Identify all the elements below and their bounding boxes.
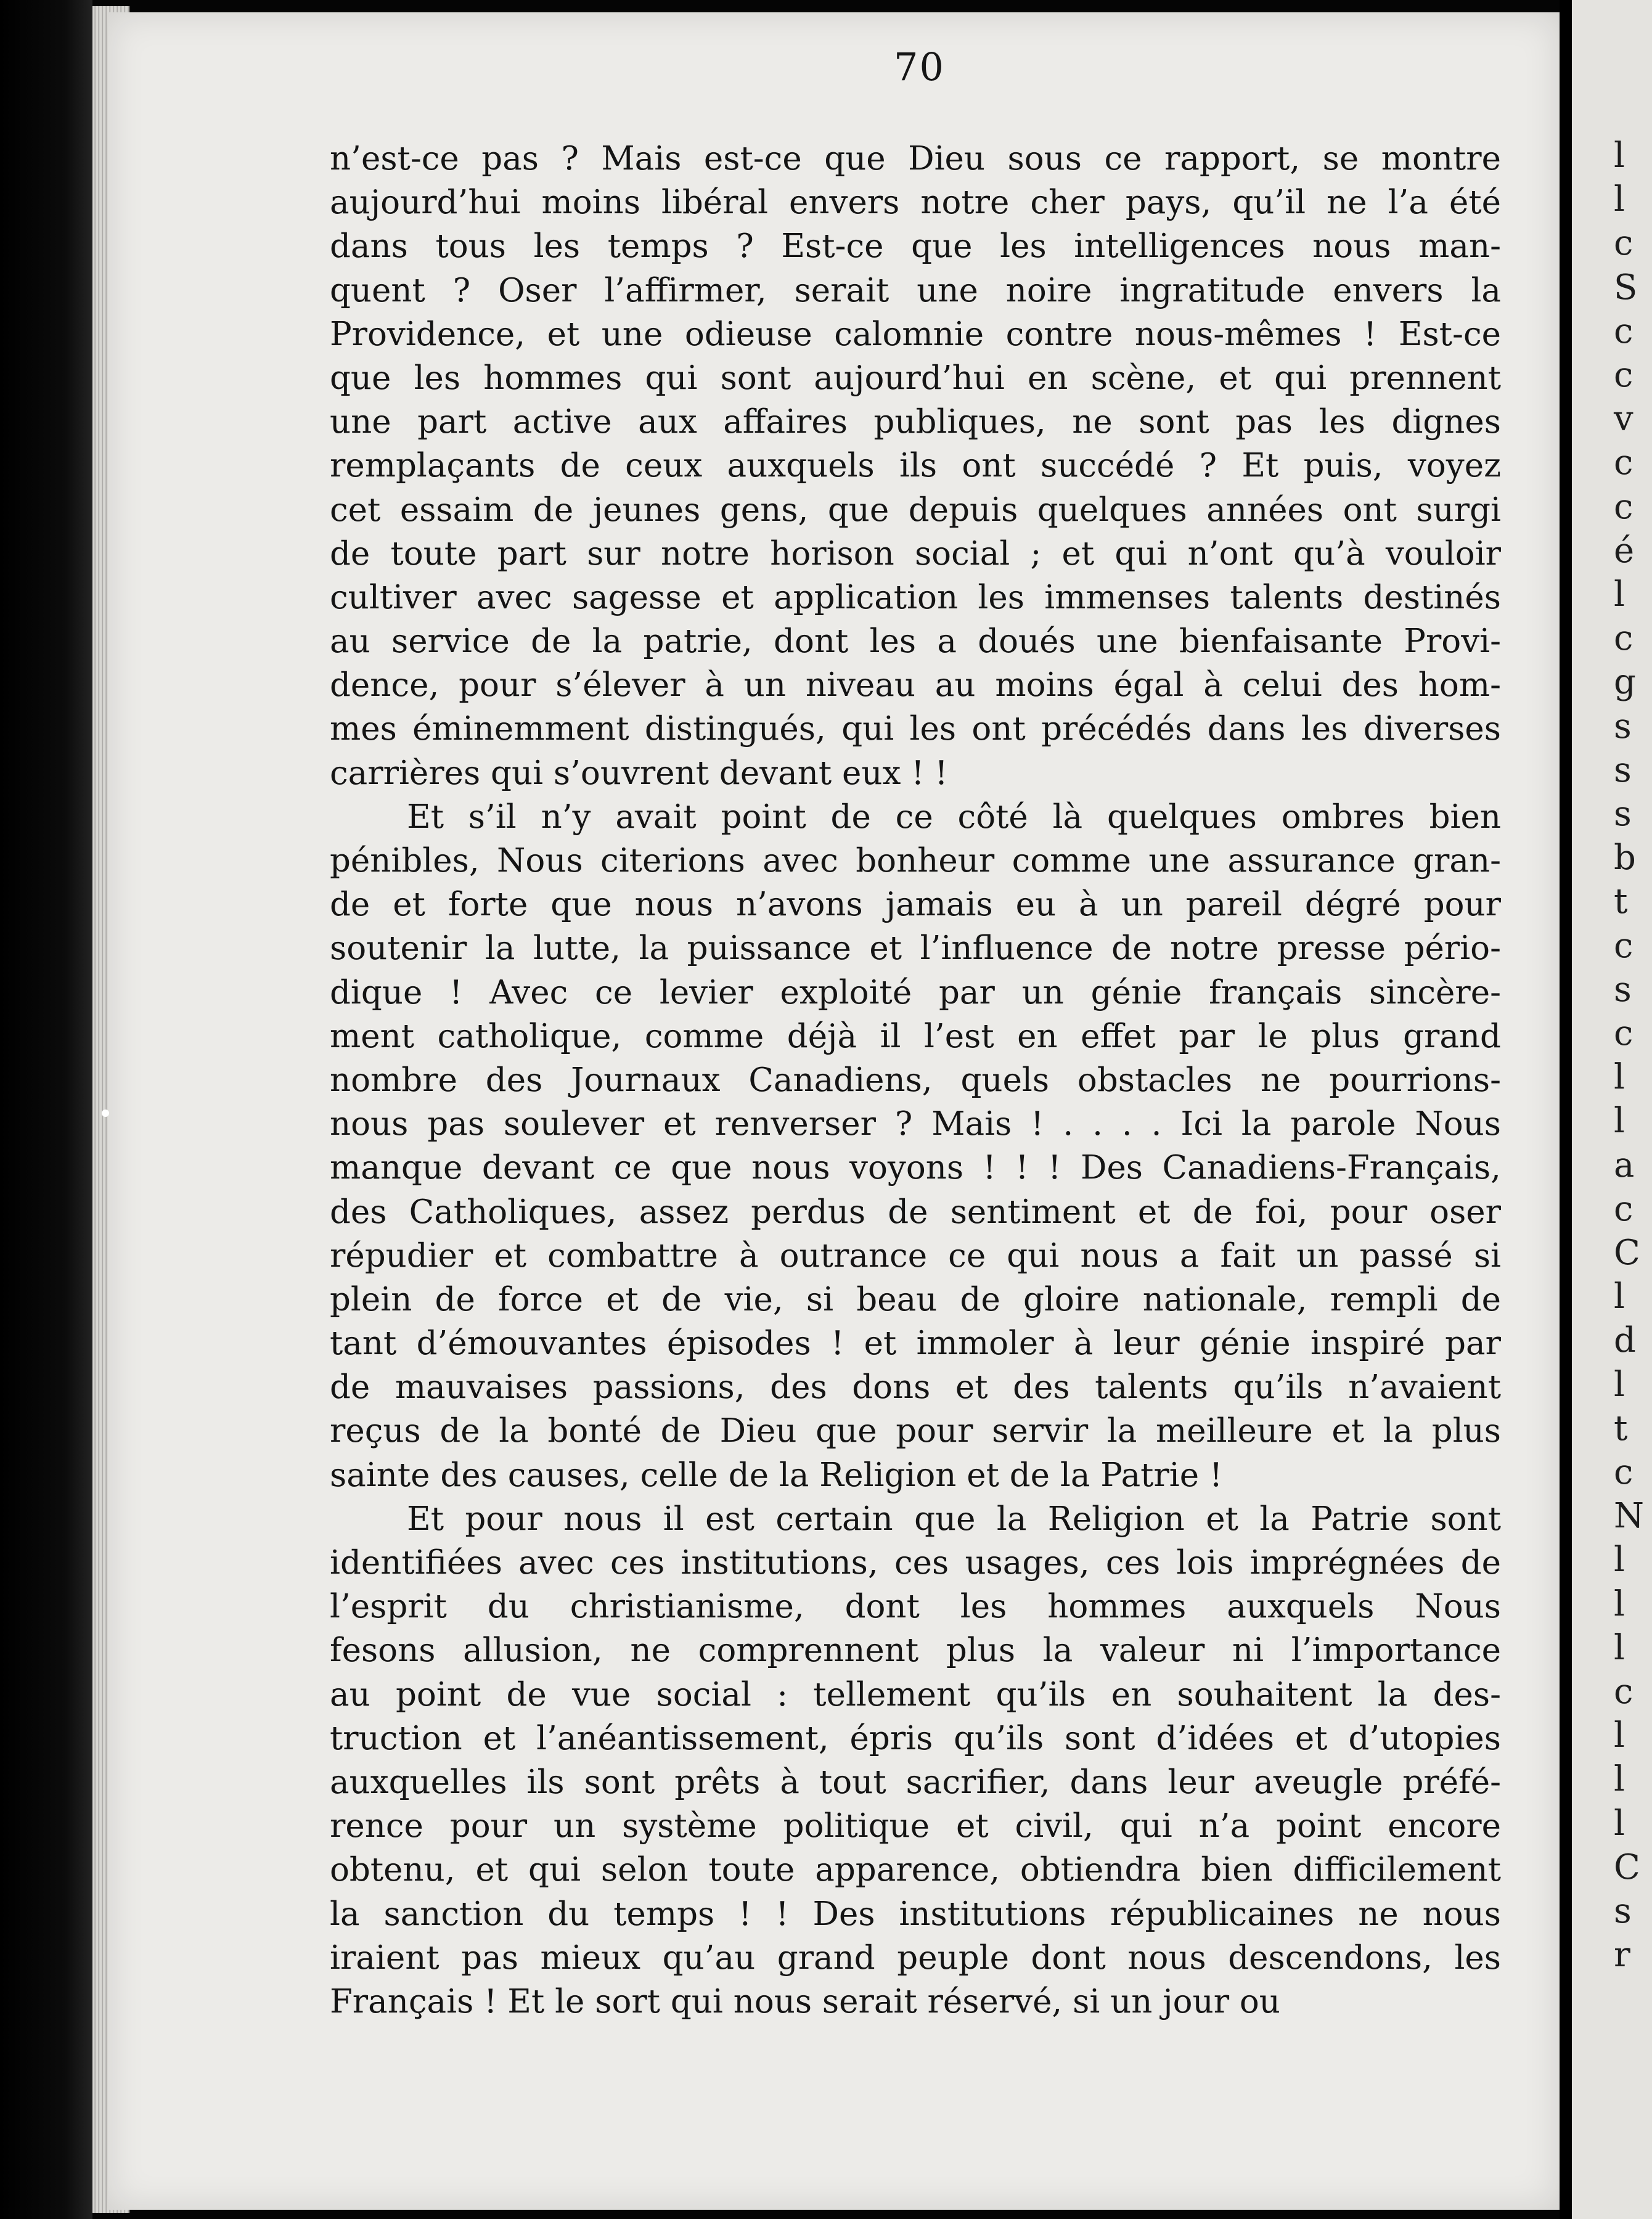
facing-page-letter: N: [1614, 1496, 1644, 1537]
paragraph: [330, 795, 1501, 1497]
text-line: tant d’émouvantes épisodes ! et immoler à leur génie inspiré par: [330, 1325, 1501, 1363]
facing-page-letter: l: [1614, 136, 1625, 176]
text-line: obtenu, et qui selon toute apparence, obtiendra bien difficilement: [330, 1851, 1501, 1889]
facing-page-letter: c: [1614, 1672, 1634, 1712]
facing-page-letter: l: [1614, 1540, 1625, 1580]
page-number: 70: [894, 44, 945, 89]
text-line: sainte des causes, celle de la Religion et de la Patrie !: [330, 1456, 1223, 1494]
facing-page-letter: g: [1614, 662, 1636, 703]
text-line: mes éminemment distingués, qui les ont précédés dans les diverses: [330, 710, 1501, 748]
text-line: soutenir la lutte, la puissance et l’influence de notre presse pério-: [330, 930, 1501, 968]
book-gutter: [1560, 0, 1572, 2219]
text-line: dans tous les temps ? Est-ce que les intelligences nous man-: [330, 227, 1501, 266]
text-line: cet essaim de jeunes gens, que depuis quelques années ont surgi: [330, 491, 1501, 529]
text-line: aujourd’hui moins libéral envers notre cher pays, qu’il ne l’a été: [330, 184, 1501, 222]
text-line: au point de vue social : tellement qu’ils en souhaitent la des-: [330, 1675, 1501, 1714]
text-line: de et forte que nous n’avons jamais eu à un pareil dégré pour: [330, 886, 1501, 924]
paragraph: [330, 1497, 1501, 2024]
text-line: truction et l’anéantissement, épris qu’ils sont d’idées et d’utopies: [330, 1719, 1501, 1757]
text-line: manque devant ce que nous voyons ! ! ! Des Canadiens-Français,: [330, 1149, 1501, 1187]
text-line: carrières qui s’ouvrent devant eux ! !: [330, 754, 948, 792]
scan-speck: [102, 1110, 109, 1117]
facing-page-letter: l: [1614, 574, 1625, 615]
facing-page-letter: l: [1614, 1364, 1625, 1405]
text-line: plein de force et de vie, si beau de gloire nationale, rempli de: [330, 1280, 1501, 1318]
facing-page-letter: c: [1614, 311, 1634, 351]
text-line: de mauvaises passions, des dons et des talents qu’ils n’avaient: [330, 1368, 1501, 1407]
text-line: une part active aux affaires publiques, ne sont pas les dignes: [330, 403, 1501, 441]
facing-page-letter: l: [1614, 1057, 1625, 1098]
text-line: remplaçants de ceux auxquels ils ont succédé ? Et puis, voyez: [330, 447, 1501, 485]
facing-page-letter: r: [1614, 1935, 1630, 1976]
facing-page-letter: c: [1614, 1188, 1634, 1229]
text-line: pénibles, Nous citerions avec bonheur comme une assurance gran-: [330, 842, 1501, 880]
facing-page-letter: c: [1614, 1452, 1634, 1492]
text-line: Français ! Et le sort qui nous serait réservé, si un jour ou: [330, 1982, 1280, 2021]
facing-page-letter: d: [1614, 1320, 1636, 1361]
text-line: quent ? Oser l’affirmer, serait une noire ingratitude envers la: [330, 271, 1501, 309]
facing-page-letter: l: [1614, 1277, 1625, 1317]
facing-page-letter: s: [1614, 750, 1632, 790]
text-line: ment catholique, comme déjà il l’est en effet par le plus grand: [330, 1017, 1501, 1055]
body-text: [330, 137, 1501, 2024]
facing-page-letter: c: [1614, 443, 1634, 483]
text-line: des Catholiques, assez perdus de sentiment et de foi, pour oser: [330, 1193, 1501, 1231]
text-line: Et pour nous il est certain que la Religion et la Patrie sont: [407, 1500, 1501, 1538]
text-line: auxquelles ils sont prêts à tout sacrifier, dans leur aveugle préfé-: [330, 1763, 1501, 1801]
facing-page-letter: c: [1614, 355, 1634, 395]
text-line: l’esprit du christianisme, dont les hommes auxquels Nous: [330, 1588, 1501, 1626]
facing-page-letter: l: [1614, 179, 1625, 220]
text-line: cultiver avec sagesse et application les immenses talents destinés: [330, 578, 1501, 616]
facing-page-letter: s: [1614, 794, 1632, 834]
facing-page-letter: l: [1614, 1627, 1625, 1668]
text-line: la sanction du temps ! ! Des institutions républicaines ne nous: [330, 1895, 1501, 1933]
facing-page-letter: c: [1614, 1013, 1634, 1053]
facing-page-letter: b: [1614, 838, 1636, 878]
text-line: n’est-ce pas ? Mais est-ce que Dieu sous ce rapport, se montre: [330, 140, 1501, 178]
text-line: de toute part sur notre horison social ; et qui n’ont qu’à vouloir: [330, 534, 1501, 573]
facing-page-letter: c: [1614, 925, 1634, 966]
text-line: que les hommes qui sont aujourd’hui en scène, et qui prennent: [330, 359, 1501, 397]
facing-page-letter: S: [1614, 267, 1638, 308]
text-line: dique ! Avec ce levier exploité par un génie français sincère-: [330, 973, 1501, 1011]
facing-page-letter: c: [1614, 618, 1634, 659]
text-line: répudier et combattre à outrance ce qui nous a fait un passé si: [330, 1236, 1501, 1275]
facing-page-letter: c: [1614, 223, 1634, 264]
facing-page-letter: C: [1614, 1233, 1640, 1273]
scan-left-border: [0, 0, 92, 2219]
facing-page-letter: l: [1614, 1759, 1625, 1800]
facing-page-letter: s: [1614, 706, 1632, 746]
facing-page-letter: l: [1614, 1584, 1625, 1624]
facing-page-letter: s: [1614, 969, 1632, 1010]
facing-page-letter: C: [1614, 1847, 1640, 1887]
text-line: identifiées avec ces institutions, ces usages, ces lois imprégnées de: [330, 1544, 1501, 1582]
paragraph: [330, 137, 1501, 795]
facing-page-letter: t: [1614, 1408, 1628, 1449]
facing-page-letter: c: [1614, 486, 1634, 527]
facing-page-letter: l: [1614, 1715, 1625, 1756]
facing-page-letter: l: [1614, 1101, 1625, 1142]
text-line: au service de la patrie, dont les a doués une bienfaisante Provi-: [330, 623, 1501, 661]
text-line: dence, pour s’élever à un niveau au moins égal à celui des hom-: [330, 666, 1501, 705]
facing-page-letter: s: [1614, 1891, 1632, 1931]
text-line: rence pour un système politique et civil, qui n’a point encore: [330, 1807, 1501, 1845]
text-line: nombre des Journaux Canadiens, quels obstacles ne pourrions-: [330, 1061, 1501, 1099]
facing-page-letter: l: [1614, 1803, 1625, 1844]
facing-page-letter: é: [1614, 530, 1635, 571]
text-line: iraient pas mieux qu’au grand peuple dont nous descendons, les: [330, 1939, 1501, 1977]
facing-page-letter: t: [1614, 881, 1628, 922]
text-line: reçus de la bonté de Dieu que pour servir la meilleure et la plus: [330, 1412, 1501, 1450]
text-line: Et s’il n’y avait point de ce côté là quelques ombres bien: [407, 798, 1501, 836]
text-line: nous pas soulever et renverser ? Mais ! . . . . Ici la parole Nous: [330, 1105, 1501, 1143]
facing-page-letter: a: [1614, 1145, 1635, 1185]
text-line: fesons allusion, ne comprennent plus la valeur ni l’importance: [330, 1632, 1501, 1670]
text-line: Providence, et une odieuse calomnie contre nous-mêmes ! Est-ce: [330, 315, 1501, 353]
facing-page-letter: v: [1614, 399, 1634, 439]
